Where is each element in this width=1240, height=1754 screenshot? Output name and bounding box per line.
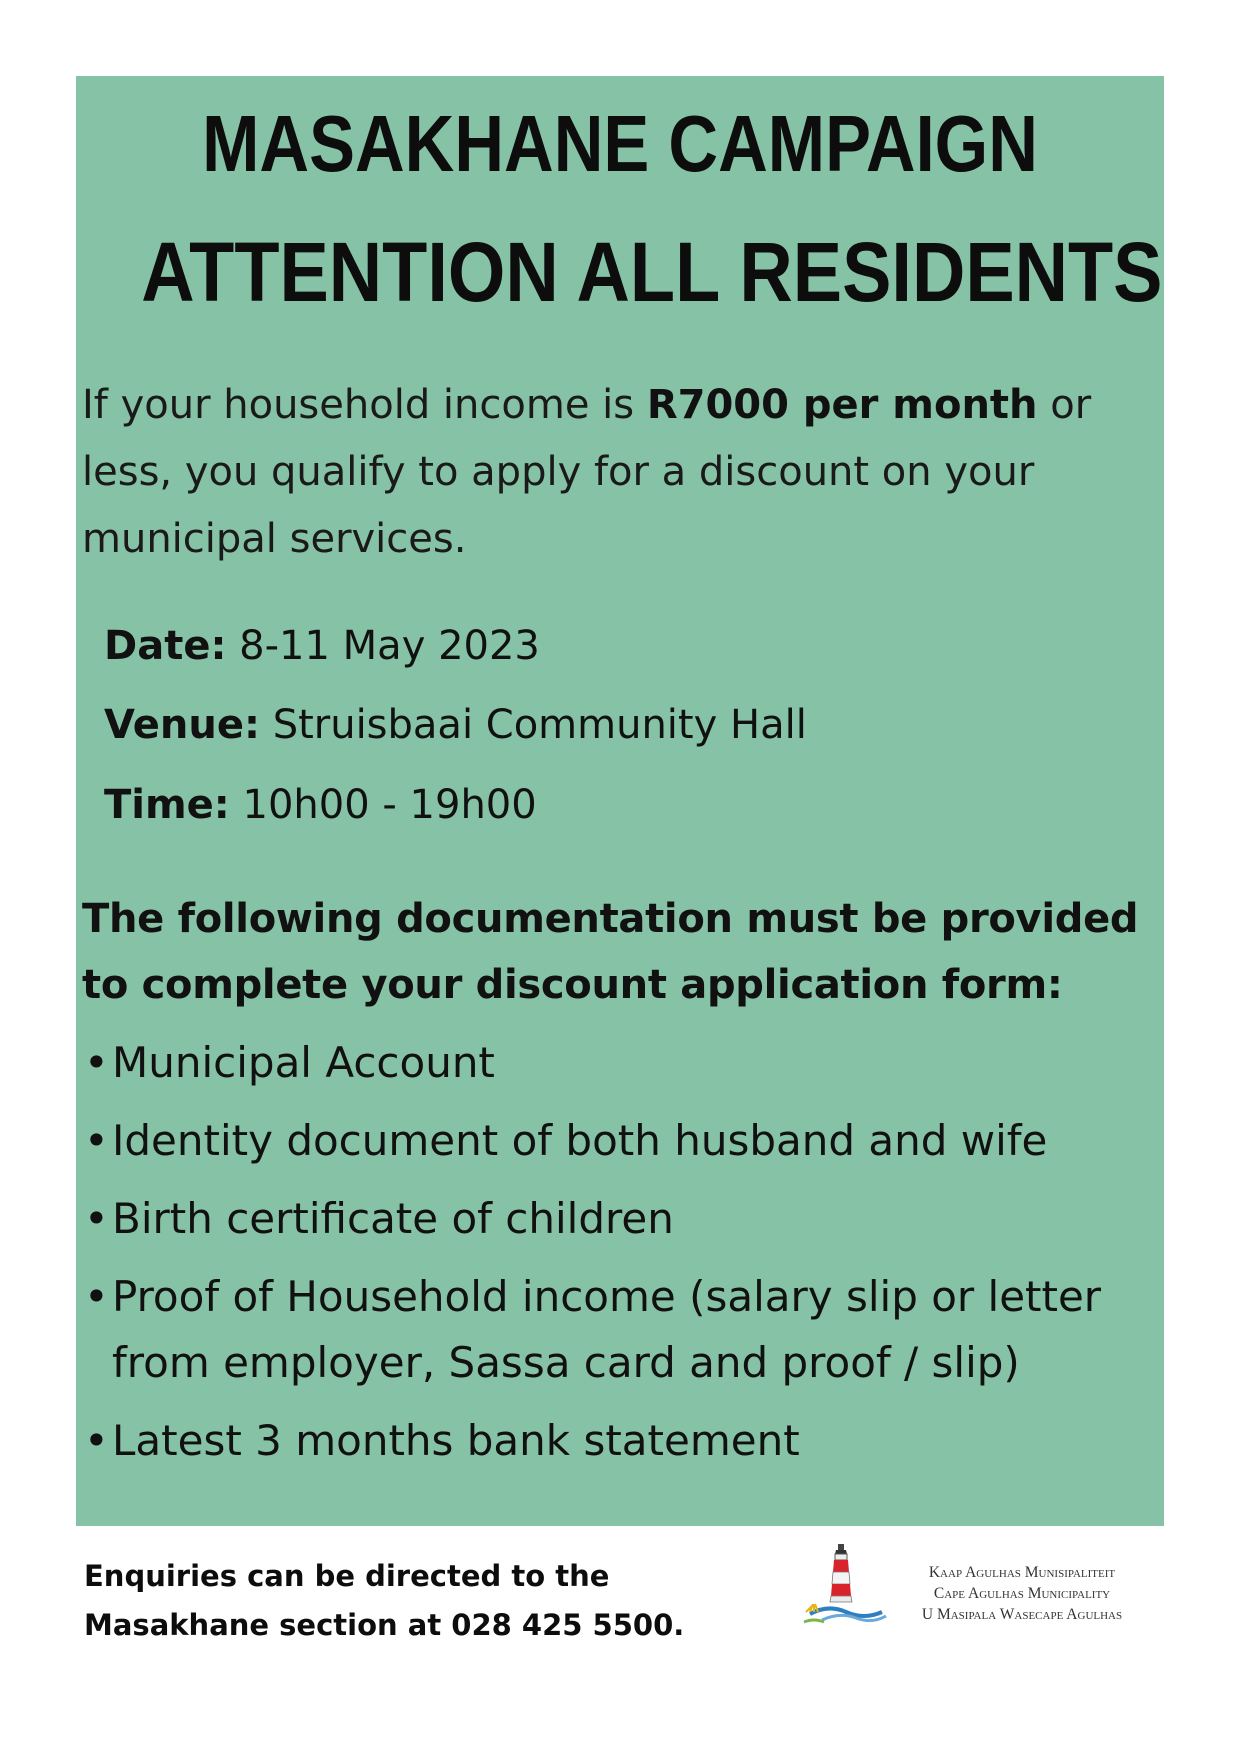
list-item-label: Birth certificate of children bbox=[112, 1194, 674, 1243]
eligibility-paragraph bbox=[82, 372, 1152, 573]
intro-text-before: If your household income is bbox=[82, 382, 647, 428]
documentation-heading: The following documentation must be provided to complete your discount application form: bbox=[82, 896, 1139, 1008]
event-venue bbox=[104, 700, 807, 750]
date-value: 8-11 May 2023 bbox=[226, 623, 540, 669]
list-item bbox=[84, 1108, 1154, 1174]
logo-line-xhosa: U Masipala Wasecape Agulhas bbox=[921, 1606, 1123, 1623]
logo-line-english: Cape Agulhas Municipality bbox=[933, 1585, 1111, 1602]
logo-text bbox=[882, 1562, 1162, 1625]
event-time bbox=[104, 780, 537, 830]
list-item bbox=[84, 1408, 1154, 1474]
bullet: • bbox=[84, 1272, 109, 1321]
event-date bbox=[104, 621, 540, 671]
bullet: • bbox=[84, 1116, 109, 1165]
list-item bbox=[84, 1264, 1154, 1396]
venue-label: Venue: bbox=[104, 702, 260, 748]
list-item-label: Identity document of both husband and wife bbox=[112, 1116, 1048, 1165]
bullet: • bbox=[84, 1194, 109, 1243]
list-item bbox=[84, 1186, 1154, 1252]
enquiries-text: Enquiries can be directed to the Masakhane section at 028 425 5500. bbox=[84, 1559, 685, 1642]
income-threshold: R7000 per month bbox=[646, 382, 1038, 428]
intro-text-after: or less, you qualify to apply for a discount on your municipal services. bbox=[82, 382, 1092, 562]
lighthouse-icon bbox=[800, 1540, 890, 1640]
time-label: Time: bbox=[104, 782, 230, 828]
notice-panel bbox=[76, 76, 1164, 1526]
list-item bbox=[84, 1030, 1154, 1096]
date-label: Date: bbox=[104, 623, 227, 669]
documentation-list bbox=[84, 1030, 1154, 1486]
municipality-logo bbox=[800, 1540, 1160, 1640]
bullet: • bbox=[84, 1416, 109, 1465]
bullet: • bbox=[84, 1038, 109, 1087]
venue-value: Struisbaai Community Hall bbox=[259, 702, 807, 748]
list-item-label: Proof of Household income (salary slip or letter from employer, Sassa card and proof / slip) bbox=[112, 1272, 1102, 1387]
list-item-label: Municipal Account bbox=[112, 1038, 495, 1087]
attention-title: ATTENTION ALL RESIDENTS bbox=[141, 225, 1163, 319]
time-value: 10h00 - 19h00 bbox=[229, 782, 537, 828]
list-item-label: Latest 3 months bank statement bbox=[112, 1416, 800, 1465]
logo-line-afrikaans: Kaap Agulhas Munisipaliteit bbox=[928, 1564, 1116, 1581]
campaign-title: MASAKHANE CAMPAIGN bbox=[202, 99, 1038, 188]
